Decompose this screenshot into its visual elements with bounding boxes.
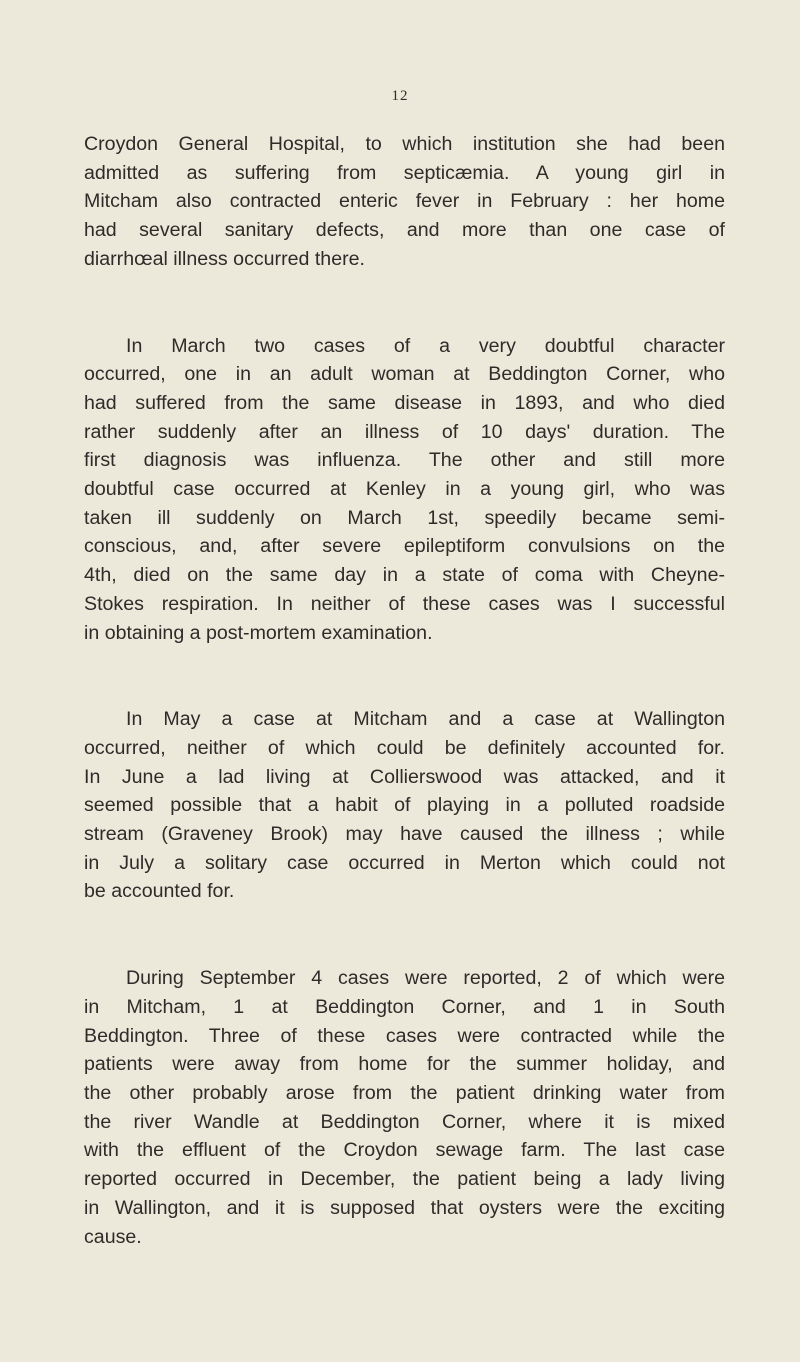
text-line: in Wallington, and it is supposed that oysters were the exciting xyxy=(84,1196,725,1219)
text-line: admitted as suffering from septicæmia. A young girl in xyxy=(84,161,725,184)
text-line: occurred, neither of which could be definitely accounted for. xyxy=(84,736,725,759)
text-line: taken ill suddenly on March 1st, speedily became semi- xyxy=(84,506,725,529)
text-line: During September 4 cases were reported, 2 of which were xyxy=(126,967,725,990)
text-line: cause. xyxy=(84,1225,142,1248)
text-line: first diagnosis was influenza. The other and still more xyxy=(84,449,725,472)
paragraph-2 xyxy=(84,332,725,648)
text-line: conscious, and, after severe epileptiform convulsions on the xyxy=(84,535,725,558)
body-text xyxy=(84,130,725,1309)
paragraph-1 xyxy=(84,130,725,274)
text-line: with the effluent of the Croydon sewage farm. The last case xyxy=(84,1139,725,1162)
page-number: 12 xyxy=(391,88,409,104)
text-line: 4th, died on the same day in a state of coma with Cheyne- xyxy=(84,564,725,587)
text-line: patients were away from home for the summer holiday, and xyxy=(84,1053,725,1076)
text-line: seemed possible that a habit of playing in a polluted roadside xyxy=(84,794,725,817)
text-line: Mitcham also contracted enteric fever in February : her home xyxy=(84,190,725,213)
text-line: Croydon General Hospital, to which institution she had been xyxy=(84,133,725,155)
text-line: diarrhœal illness occurred there. xyxy=(84,247,365,270)
text-line: be accounted for. xyxy=(84,880,235,903)
text-line: reported occurred in December, the patient being a lady living xyxy=(84,1168,725,1191)
text-line: doubtful case occurred at Kenley in a young girl, who was xyxy=(84,478,725,501)
text-line: in obtaining a post-mortem examination. xyxy=(84,621,433,644)
text-line: Beddington. Three of these cases were contracted while the xyxy=(84,1024,725,1047)
paragraph-3 xyxy=(84,705,725,906)
text-line: In June a lad living at Collierswood was attacked, and it xyxy=(84,765,725,788)
text-line: stream (Graveney Brook) may have caused the illness ; while xyxy=(84,823,725,846)
text-line: In March two cases of a very doubtful character xyxy=(126,334,725,357)
text-line: rather suddenly after an illness of 10 days' duration. The xyxy=(84,420,725,443)
text-line: Stokes respiration. In neither of these cases was I successful xyxy=(84,592,725,615)
text-line: occurred, one in an adult woman at Beddington Corner, who xyxy=(84,363,725,386)
text-line: had several sanitary defects, and more than one case of xyxy=(84,219,725,242)
text-line: In May a case at Mitcham and a case at Wallington xyxy=(126,708,725,731)
text-line: in July a solitary case occurred in Merton which could not xyxy=(84,851,725,874)
text-line: had suffered from the same disease in 1893, and who died xyxy=(84,391,725,414)
text-line: the river Wandle at Beddington Corner, where it is mixed xyxy=(84,1110,725,1133)
text-line: the other probably arose from the patient drinking water from xyxy=(84,1081,725,1104)
paragraph-4 xyxy=(84,964,725,1251)
text-line: in Mitcham, 1 at Beddington Corner, and 1 in South xyxy=(84,995,725,1018)
